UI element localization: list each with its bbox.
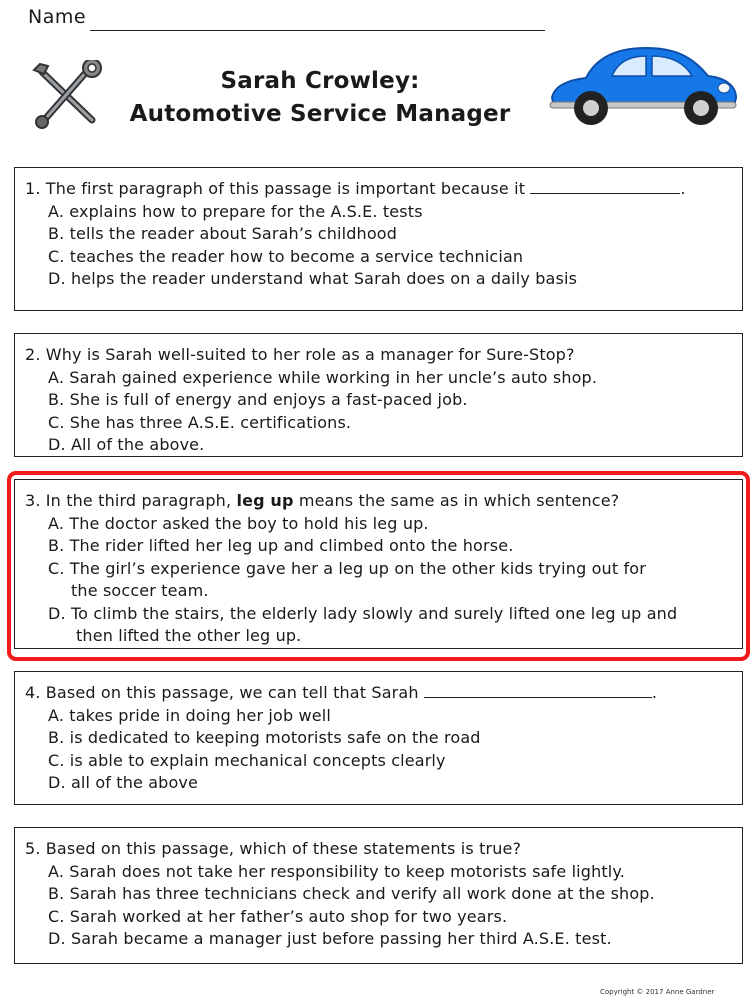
question-2-option-d[interactable]: D. All of the above. — [48, 435, 205, 454]
question-4-option-c[interactable]: C. is able to explain mechanical concepts clearly — [48, 750, 446, 770]
question-2-option-c[interactable]: C. She has three A.S.E. certifications. — [48, 412, 352, 432]
name-label: Name — [28, 6, 87, 28]
question-2-stem: 2. Why is Sarah well-suited to her role as a manager for Sure-Stop? — [25, 345, 575, 364]
question-5-option-b[interactable]: B. Sarah has three technicians check and verify all work done at the shop. — [48, 884, 655, 903]
name-line[interactable] — [90, 30, 545, 31]
question-3-option-d-continued: then lifted the other leg up. — [76, 626, 302, 645]
question-2 — [14, 333, 743, 457]
answer-blank-1[interactable] — [530, 179, 680, 194]
question-5 — [14, 827, 743, 964]
question-2-option-a[interactable]: A. Sarah gained experience while working in her uncle’s auto shop. — [48, 367, 598, 387]
question-3-stem-start: 3. In the third paragraph, — [25, 491, 232, 510]
question-4-option-a[interactable]: A. takes pride in doing her job well — [48, 705, 331, 725]
question-5-option-c[interactable]: C. Sarah worked at her father’s auto shop for two years. — [48, 906, 508, 926]
question-3-option-d[interactable]: D. To climb the stairs, the elderly lady slowly and surely lifted one leg up and — [48, 603, 678, 623]
answer-blank-4[interactable] — [424, 683, 652, 698]
question-4-stem-end: . — [651, 683, 658, 702]
question-5-stem: 5. Based on this passage, which of these statements is true? — [25, 839, 522, 858]
question-3-option-c[interactable]: C. The girl’s experience gave her a leg up on the other kids trying out for — [48, 558, 646, 578]
page-title-line1: Sarah Crowley: — [220, 68, 420, 94]
question-3-option-c-continued: the soccer team. — [71, 581, 209, 600]
question-1-option-a[interactable]: A. explains how to prepare for the A.S.E. tests — [48, 201, 423, 221]
question-1-option-c[interactable]: C. teaches the reader how to become a service technician — [48, 246, 524, 266]
question-1-stem: 1. The first paragraph of this passage is important because it — [25, 179, 526, 198]
question-3-option-a[interactable]: A. The doctor asked the boy to hold his leg up. — [48, 513, 429, 533]
question-1 — [14, 167, 743, 311]
copyright-notice: Copyright © 2017 Anne Gardner — [600, 988, 715, 996]
question-4 — [14, 671, 743, 805]
question-4-option-d[interactable]: D. all of the above — [48, 773, 199, 792]
question-3-key-phrase: leg up — [236, 491, 294, 510]
blue-beetle-car-icon — [546, 42, 741, 128]
question-1-stem-end: . — [680, 179, 686, 198]
question-4-option-b[interactable]: B. is dedicated to keeping motorists safe on the road — [48, 728, 481, 747]
question-1-option-d[interactable]: D. helps the reader understand what Sarah does on a daily basis — [48, 269, 578, 288]
question-3-option-b[interactable]: B. The rider lifted her leg up and climbed onto the horse. — [48, 536, 514, 555]
question-3-stem-end: means the same as in which sentence? — [298, 491, 620, 510]
question-5-option-a[interactable]: A. Sarah does not take her responsibility to keep motorists safe lightly. — [48, 861, 625, 881]
page-title-line2: Automotive Service Manager — [129, 101, 511, 127]
question-5-option-d[interactable]: D. Sarah became a manager just before passing her third A.S.E. test. — [48, 929, 612, 948]
wrench-and-pliers-icon — [30, 60, 105, 130]
question-2-option-b[interactable]: B. She is full of energy and enjoys a fast-paced job. — [48, 390, 468, 409]
question-4-stem: 4. Based on this passage, we can tell that Sarah — [25, 683, 419, 702]
question-3 — [14, 479, 743, 649]
question-1-option-b[interactable]: B. tells the reader about Sarah’s childhood — [48, 224, 398, 243]
